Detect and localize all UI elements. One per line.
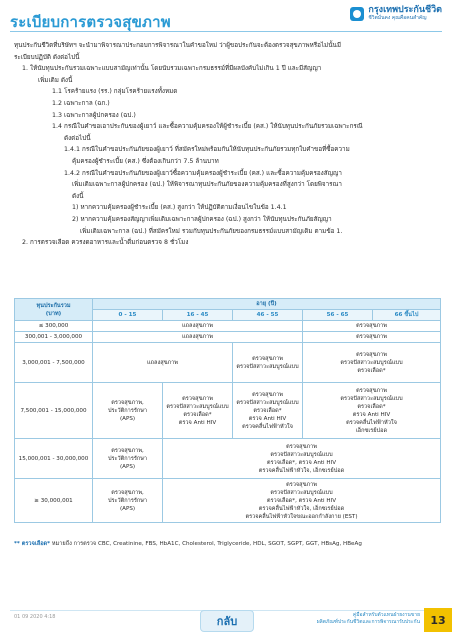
- sum-cell: 15,000,001 - 30,000,000: [15, 439, 93, 479]
- age-range: 56 - 65: [303, 310, 373, 321]
- page-title: ระเบียบการตรวจสุขภาพ: [10, 13, 171, 31]
- list-item: เพิ่มเติมเฉพาะกาล (ฉป.) ที่สมัครใหม่ รวมกับทุนประกันภัยของกรมธรรม์แบบสามัญเดิม ตามข้อ 1.: [80, 227, 343, 235]
- list-item: เพิ่มเติมเฉพาะกาลผู้ปกครอง (ฉป.) ให้พิจารณาทุนประกันภัยของความคุ้มครองที่สูงกว่า โดยพิจารณา: [72, 181, 342, 189]
- list-item: 1.3 เฉพาะกาลผู้ปกครอง (ฉป.): [52, 111, 136, 119]
- sum-cell: 300,001 - 3,000,000: [15, 332, 93, 343]
- list-item: 2. การตรวจเลือด ควรงดอาหารและน้ำดื่มก่อนตรวจ 8 ชั่วโมง: [22, 239, 189, 247]
- age-range: 0 - 15: [93, 310, 163, 321]
- table-cell: ตรวจสุขภาพ: [303, 332, 441, 343]
- table-cell: แถลงสุขภาพ: [93, 321, 303, 332]
- list-item: คุ้มครองผู้ชำระเบี้ย (คส.) ซึ่งต้องเกินกว่า 7.5 ล้านบาท: [72, 157, 219, 165]
- table-cell: แถลงสุขภาพ: [93, 343, 233, 383]
- col-header-age: อายุ (ปี): [93, 299, 441, 310]
- footer-caption: [317, 612, 420, 626]
- table-cell: ตรวจสุขภาพ: [303, 321, 441, 332]
- back-button[interactable]: กลับ: [200, 610, 254, 632]
- table-cell: ตรวจสุขภาพ ตรวจปัสสาวะสมบูรณ์แบบ ตรวจเลือด*, ตรวจ Anti HIV ตรวจคลื่นไฟฟ้าหัวใจ, เอ็กซเรย์ปอด: [163, 439, 441, 479]
- table-cell: ตรวจสุขภาพ ตรวจปัสสาวะสมบูรณ์แบบ ตรวจเลือด*, ตรวจ Anti HIV ตรวจคลื่นไฟฟ้าหัวใจ, เอ็กซเรย์ปอด ตรวจคลื่นไฟฟ้าหัวใจขณะออกกำลังกาย (EST): [163, 479, 441, 523]
- list-item: 1.4 กรณีในคำขอเอาประกันของผู้เยาว์ และซื้อความคุ้มครองให้ผู้ชำระเบี้ย (คส.) ให้นับทุนประกันภัยรวมเฉพาะกรณี: [52, 123, 363, 131]
- footer-line-1: คู่มือสำหรับตัวแทนฝ่ายงานขาย: [352, 612, 420, 618]
- list-item: 2) หากความคุ้มครองสัญญาเพิ่มเติมเฉพาะกาลผู้ปกครอง (ฉป.) สูงกว่า ให้นับทุนประกันภัยสัญญา: [72, 215, 332, 223]
- list-item: 1.4.2 กรณีในคำขอประกันภัยของผู้เยาว์ซื้อความคุ้มครองผู้ชำระเบี้ย (คส.) และซื้อความคุ้มครองสัญญา: [64, 169, 342, 177]
- logo-icon: [350, 7, 364, 21]
- table-cell: ตรวจสุขภาพ, ประวัติการรักษา (APS): [93, 479, 163, 523]
- table-cell: ตรวจสุขภาพ, ประวัติการรักษา (APS): [93, 439, 163, 479]
- footnote-text: หมายถึง การตรวจ CBC, Creatinine, FBS, HbA1C, Cholesterol, Triglyceride, HDL, SGOT, SGPT, GGT, HBsAg, HBeAg: [51, 541, 362, 547]
- list-item: 1.4.1 กรณีในคำขอประกันภัยของผู้เยาว์ ที่สมัครใหม่พร้อมกันให้นับทุนประกันภัยรวมทุกใบคำขอที่ซื้อความ: [64, 146, 350, 154]
- age-range: 46 - 55: [233, 310, 303, 321]
- table-cell: แถลงสุขภาพ: [93, 332, 303, 343]
- company-logo: [350, 6, 442, 21]
- table-row: [15, 321, 441, 332]
- footer-line-2: ผลิตภัณฑ์ประกันชีวิตและการพิจารณารับประกัน: [316, 619, 420, 625]
- logo-name: กรุงเทพประกันชีวิต: [368, 5, 442, 15]
- title-divider: [10, 31, 442, 32]
- table-cell: ตรวจสุขภาพ ตรวจปัสสาวะสมบูรณ์แบบ: [233, 343, 303, 383]
- table-cell: ตรวจสุขภาพ ตรวจปัสสาวะสมบูรณ์แบบ ตรวจเลือด* ตรวจ Anti HIV ตรวจคลื่นไฟฟ้าหัวใจ เอ็กซเรย์ปอด: [303, 383, 441, 439]
- list-item: 1.1 โรคร้ายแรง (รร.) กลุ่มโรคร้ายแรงทั้งหมด: [52, 88, 178, 96]
- table-row: [15, 343, 441, 383]
- footnote-label: ** ตรวจเลือด*: [14, 541, 51, 547]
- age-range: 66 ขึ้นไป: [373, 310, 441, 321]
- table-row: [15, 332, 441, 343]
- col-header-sum: ทุนประกันรวม (บาท): [15, 299, 93, 321]
- table-cell: ตรวจสุขภาพ, ประวัติการรักษา (APS): [93, 383, 163, 439]
- list-item: ดังนี้: [72, 192, 84, 200]
- table-row: [15, 479, 441, 523]
- health-check-table: [14, 298, 441, 523]
- footnote: [14, 540, 444, 548]
- sum-cell: 3,000,001 - 7,500,000: [15, 343, 93, 383]
- page-footer: [0, 600, 452, 640]
- table-cell: ตรวจสุขภาพ ตรวจปัสสาวะสมบูรณ์แบบ ตรวจเลือด* ตรวจ Anti HIV ตรวจคลื่นไฟฟ้าหัวใจ: [233, 383, 303, 439]
- sum-cell: 7,500,001 - 15,000,000: [15, 383, 93, 439]
- table-row: [15, 383, 441, 439]
- print-date: 01 09 2020 4:18: [14, 614, 56, 620]
- page-number: 13: [424, 608, 452, 632]
- logo-tagline: ชีวิตมั่นคง คุณคือคนสำคัญ: [368, 15, 427, 21]
- sum-cell: ≤ 300,000: [15, 321, 93, 332]
- list-item: 1.2 เฉพาะกาล (ฉก.): [52, 99, 110, 107]
- paragraph: ทุนประกันชีวิตที่บริษัทฯ จะนำมาพิจารณาประกอบการพิจารณาในคำขอใหม่ ว่าผู้ขอประกันจะต้องตรวจสุขภาพหรือไม่นั้นมี: [14, 42, 341, 49]
- list-item: 1. ให้นับทุนประกันรวมเฉพาะแบบสามัญเท่านั้น โดยนับรวมเฉพาะกรมธรรม์ที่มีผลบังคับไม่เกิน 1 ปี และมีสัญญา: [22, 65, 322, 73]
- age-range: 16 - 45: [163, 310, 233, 321]
- paragraph: ระเบียบปฏิบัติ ดังต่อไปนี้: [14, 53, 80, 61]
- table-row: [15, 439, 441, 479]
- list-item: เพิ่มเติม ดังนี้: [38, 76, 73, 84]
- body-text: [14, 40, 440, 249]
- table-cell: ตรวจสุขภาพ ตรวจปัสสาวะสมบูรณ์แบบ ตรวจเลือด* ตรวจ Anti HIV: [163, 383, 233, 439]
- page-header: [0, 0, 452, 36]
- sum-cell: ≥ 30,000,001: [15, 479, 93, 523]
- list-item: 1) หากความคุ้มครองผู้ชำระเบี้ย (คส.) สูงกว่า ให้ปฏิบัติตามเงื่อนไขในข้อ 1.4.1: [72, 204, 287, 212]
- list-item: ดังต่อไปนี้: [64, 134, 91, 142]
- table-cell: ตรวจสุขภาพ ตรวจปัสสาวะสมบูรณ์แบบ ตรวจเลือด*: [303, 343, 441, 383]
